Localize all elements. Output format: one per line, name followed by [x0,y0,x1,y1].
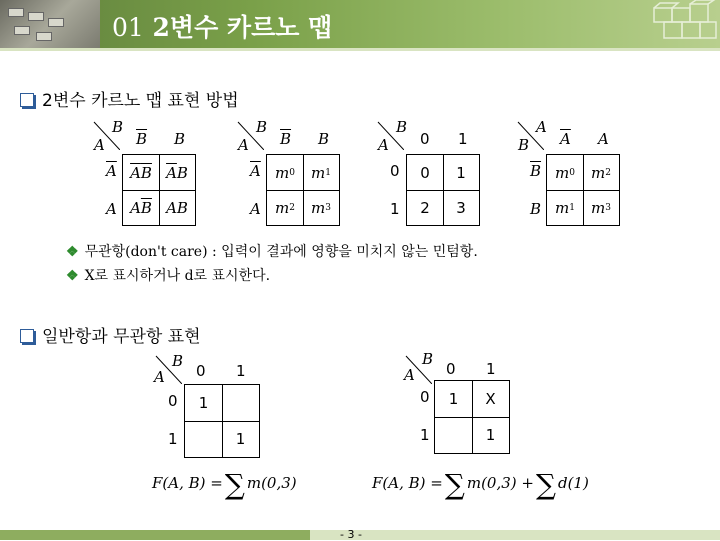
key-shape [36,32,52,41]
note-text: 무관항(don't care) : 입력이 결과에 영향을 미치지 않는 민텀항. [84,244,478,260]
row-header: 1 [168,430,178,448]
kmap-cell: $\overline{A}$ B [166,163,188,182]
kmap-terms [88,118,208,228]
section-heading-text: 일반항과 무관항 표현 [42,327,201,347]
kmap-cell: m 1 [311,163,331,182]
kmap-grid [546,154,620,226]
kmap-grid [434,380,510,454]
keyboard-image [0,0,100,48]
var-a-label: A [404,366,415,384]
row-header: 0 [420,388,430,406]
row-header: 0 [168,392,178,410]
key-shape [8,8,24,17]
kmap-grid [406,154,480,226]
square-bullet-icon [20,329,34,343]
kmap-numeric [372,118,492,228]
row-header: A [250,200,261,218]
col-header: $\overline{A}$ [560,130,571,148]
var-a-label: A [536,118,547,136]
section-heading-text: 2변수 카르노 맵 표현 방법 [42,91,239,111]
kmap-cell: 3 [456,198,466,217]
col-header: 0 [446,360,456,378]
kmap-cell: X [485,390,496,408]
var-a-label: A [154,368,165,386]
col-header: $\overline{B}$ [280,130,292,148]
note-text: X로 표시하거나 d로 표시한다. [84,268,271,284]
note-line-2 [66,265,270,285]
sigma-icon: ∑ [444,468,465,501]
formula-mid: m(0,3) + [466,474,534,492]
kmap-cell: A $\overline{B}$ [130,198,152,217]
row-header: 1 [390,200,400,218]
kmap-minterms [232,118,352,228]
row-header: B [530,200,542,218]
page-title [112,8,332,44]
title-number: 01 [112,13,144,42]
col-header: $\overline{B}$ [136,130,148,148]
formula-rhs: m(0,3) [246,474,297,492]
diamond-bullet-icon: ❖ [66,268,79,284]
row-header: $\overline{A}$ [106,162,117,180]
col-header: 1 [486,360,496,378]
kmap-cell: A B [166,198,188,217]
row-header: 0 [390,162,400,180]
note-line-1 [66,241,478,261]
col-header: 0 [420,130,430,148]
col-header: B [174,130,186,148]
kmap-cell: m 2 [275,198,295,217]
formula-dontcare [372,468,589,501]
kmap-cell: 1 [485,426,496,444]
col-header: 0 [196,362,206,380]
var-a-label: A [94,136,105,154]
sigma-icon: ∑ [224,468,245,501]
formula-lhs: F(A, B) = [152,474,223,492]
kmap-cell [435,417,472,453]
kmap-cell: m 3 [591,198,611,217]
kmap-grid [122,154,196,226]
section-heading-1 [20,86,239,111]
kmap-cell: m 3 [311,198,331,217]
row-header: $\overline{B}$ [530,162,542,180]
header-bar [0,0,720,48]
section-heading-2 [20,322,201,347]
var-b-label: B [256,118,268,136]
kmap-cell: 2 [420,198,430,217]
cubes-decoration [624,0,720,48]
page-number: - 3 - [340,528,362,541]
kmap-cell: m 0 [275,163,295,182]
kmap-cell: $\overline{A}$ $\overline{B}$ [130,163,152,182]
square-bullet-icon [20,93,34,107]
formula-lhs: F(A, B) = [372,474,443,492]
kmap-cell: m 1 [555,198,575,217]
col-header: B [318,130,330,148]
kmap-cell: m 0 [555,163,575,182]
row-header: A [106,200,117,218]
var-a-label: A [238,136,249,154]
key-shape [48,18,64,27]
var-b-label: B [112,118,124,136]
var-b-label: B [172,352,184,370]
title-text: 2변수 카르노 맵 [152,13,333,42]
row-header: 1 [420,426,430,444]
var-b-label: B [396,118,408,136]
kmap-cell [185,421,222,457]
formula-general [152,468,297,501]
kmap-cell [222,385,259,421]
formula-rhs: d(1) [557,474,589,492]
kmap-transposed [512,118,632,228]
var-a-label: A [378,136,389,154]
kmap-cell: 1 [235,430,246,448]
key-shape [28,12,44,21]
var-b-label: B [518,136,530,154]
col-header: A [598,130,609,148]
kmap-cell: 1 [456,163,466,182]
col-header: 1 [236,362,246,380]
kmap-cell: 1 [198,394,209,412]
diamond-bullet-icon: ❖ [66,244,79,260]
row-header: $\overline{A}$ [250,162,261,180]
kmap-cell: 0 [420,163,430,182]
sigma-icon: ∑ [535,468,556,501]
kmap-general [150,350,270,460]
key-shape [14,26,30,35]
kmap-grid [266,154,340,226]
kmap-dontcare [400,350,520,460]
kmap-cell: m 2 [591,163,611,182]
col-header: 1 [458,130,468,148]
kmap-grid [184,384,260,458]
footer-accent [0,530,310,540]
header-underline [0,48,720,51]
var-b-label: B [422,350,434,368]
kmap-cell: 1 [448,390,459,408]
